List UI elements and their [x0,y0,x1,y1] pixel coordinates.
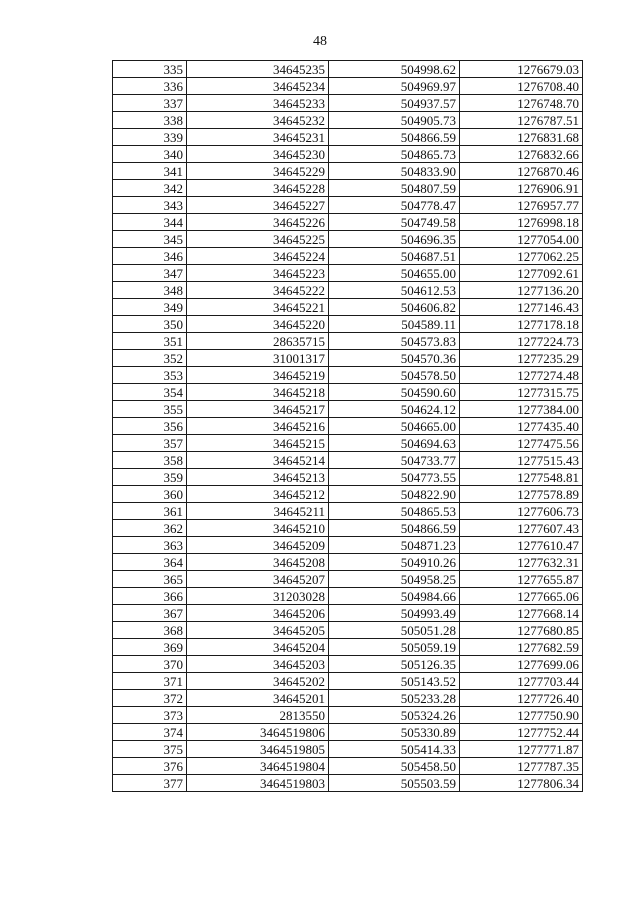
object-id-cell: 34645233 [187,95,329,112]
table-row [113,333,583,350]
x-coordinate-cell: 504910.26 [329,554,460,571]
point-number-cell: 336 [113,78,187,95]
object-id-cell: 34645210 [187,520,329,537]
x-coordinate-cell: 504624.12 [329,401,460,418]
x-coordinate-cell: 505503.59 [329,775,460,792]
x-coordinate-cell: 505330.89 [329,724,460,741]
y-coordinate-cell: 1276708.40 [460,78,583,95]
point-number-cell: 370 [113,656,187,673]
x-coordinate-cell: 504606.82 [329,299,460,316]
y-coordinate-cell: 1277655.87 [460,571,583,588]
object-id-cell: 3464519803 [187,775,329,792]
table-row [113,61,583,78]
object-id-cell: 34645213 [187,469,329,486]
x-coordinate-cell: 504822.90 [329,486,460,503]
point-number-cell: 359 [113,469,187,486]
table-row [113,146,583,163]
table-row [113,622,583,639]
object-id-cell: 34645214 [187,452,329,469]
point-number-cell: 373 [113,707,187,724]
x-coordinate-cell: 505143.52 [329,673,460,690]
object-id-cell: 34645216 [187,418,329,435]
table-row [113,129,583,146]
point-number-cell: 337 [113,95,187,112]
table-row [113,775,583,792]
y-coordinate-cell: 1277315.75 [460,384,583,401]
table-row [113,469,583,486]
table-row [113,605,583,622]
object-id-cell: 34645206 [187,605,329,622]
x-coordinate-cell: 504833.90 [329,163,460,180]
object-id-cell: 34645211 [187,503,329,520]
object-id-cell: 34645230 [187,146,329,163]
table-row [113,401,583,418]
point-number-cell: 341 [113,163,187,180]
point-number-cell: 358 [113,452,187,469]
x-coordinate-cell: 504969.97 [329,78,460,95]
x-coordinate-cell: 504749.58 [329,214,460,231]
table-row [113,656,583,673]
object-id-cell: 34645227 [187,197,329,214]
x-coordinate-cell: 504865.53 [329,503,460,520]
point-number-cell: 377 [113,775,187,792]
y-coordinate-cell: 1277475.56 [460,435,583,452]
object-id-cell: 34645224 [187,248,329,265]
x-coordinate-cell: 504696.35 [329,231,460,248]
table-row [113,435,583,452]
y-coordinate-cell: 1277610.47 [460,537,583,554]
page-number: 48 [313,34,327,49]
object-id-cell: 34645232 [187,112,329,129]
object-id-cell: 3464519805 [187,741,329,758]
y-coordinate-cell: 1277607.43 [460,520,583,537]
object-id-cell: 28635715 [187,333,329,350]
x-coordinate-cell: 504694.63 [329,435,460,452]
x-coordinate-cell: 504865.73 [329,146,460,163]
object-id-cell: 34645219 [187,367,329,384]
object-id-cell: 3464519806 [187,724,329,741]
point-number-cell: 351 [113,333,187,350]
y-coordinate-cell: 1276748.70 [460,95,583,112]
x-coordinate-cell: 504570.36 [329,350,460,367]
table-row [113,197,583,214]
point-number-cell: 346 [113,248,187,265]
point-number-cell: 350 [113,316,187,333]
point-number-cell: 365 [113,571,187,588]
object-id-cell: 34645218 [187,384,329,401]
table-row [113,316,583,333]
point-number-cell: 345 [113,231,187,248]
point-number-cell: 364 [113,554,187,571]
y-coordinate-cell: 1277703.44 [460,673,583,690]
x-coordinate-cell: 504984.66 [329,588,460,605]
x-coordinate-cell: 504590.60 [329,384,460,401]
table-row [113,265,583,282]
table-row [113,639,583,656]
point-number-cell: 376 [113,758,187,775]
x-coordinate-cell: 504778.47 [329,197,460,214]
table-row [113,299,583,316]
x-coordinate-cell: 504958.25 [329,571,460,588]
table-row [113,231,583,248]
y-coordinate-cell: 1276906.91 [460,180,583,197]
y-coordinate-cell: 1276998.18 [460,214,583,231]
point-number-cell: 352 [113,350,187,367]
object-id-cell: 34645204 [187,639,329,656]
object-id-cell: 34645228 [187,180,329,197]
y-coordinate-cell: 1277806.34 [460,775,583,792]
y-coordinate-cell: 1277224.73 [460,333,583,350]
point-number-cell: 342 [113,180,187,197]
x-coordinate-cell: 504773.55 [329,469,460,486]
point-number-cell: 353 [113,367,187,384]
table-row [113,367,583,384]
point-number-cell: 343 [113,197,187,214]
object-id-cell: 34645215 [187,435,329,452]
object-id-cell: 34645225 [187,231,329,248]
y-coordinate-cell: 1277682.59 [460,639,583,656]
table-row [113,486,583,503]
x-coordinate-cell: 504866.59 [329,520,460,537]
table-row [113,673,583,690]
object-id-cell: 34645208 [187,554,329,571]
x-coordinate-cell: 504733.77 [329,452,460,469]
point-number-cell: 340 [113,146,187,163]
x-coordinate-cell: 504937.57 [329,95,460,112]
x-coordinate-cell: 504871.23 [329,537,460,554]
y-coordinate-cell: 1277680.85 [460,622,583,639]
object-id-cell: 34645207 [187,571,329,588]
y-coordinate-cell: 1277771.87 [460,741,583,758]
point-number-cell: 363 [113,537,187,554]
y-coordinate-cell: 1277092.61 [460,265,583,282]
object-id-cell: 34645223 [187,265,329,282]
object-id-cell: 31001317 [187,350,329,367]
table-row [113,384,583,401]
y-coordinate-cell: 1276787.51 [460,112,583,129]
x-coordinate-cell: 504998.62 [329,61,460,78]
table-row [113,418,583,435]
point-number-cell: 360 [113,486,187,503]
object-id-cell: 34645222 [187,282,329,299]
x-coordinate-cell: 505233.28 [329,690,460,707]
point-number-cell: 367 [113,605,187,622]
x-coordinate-cell: 504687.51 [329,248,460,265]
point-number-cell: 366 [113,588,187,605]
object-id-cell: 34645209 [187,537,329,554]
object-id-cell: 34645202 [187,673,329,690]
table-row [113,78,583,95]
point-number-cell: 375 [113,741,187,758]
y-coordinate-cell: 1276832.66 [460,146,583,163]
table-row [113,112,583,129]
point-number-cell: 339 [113,129,187,146]
y-coordinate-cell: 1277178.18 [460,316,583,333]
object-id-cell: 34645226 [187,214,329,231]
point-number-cell: 356 [113,418,187,435]
y-coordinate-cell: 1276957.77 [460,197,583,214]
point-number-cell: 347 [113,265,187,282]
point-number-cell: 335 [113,61,187,78]
y-coordinate-cell: 1277726.40 [460,690,583,707]
x-coordinate-cell: 505414.33 [329,741,460,758]
table-row [113,554,583,571]
table-row [113,350,583,367]
y-coordinate-cell: 1277665.06 [460,588,583,605]
point-number-cell: 344 [113,214,187,231]
table-row [113,690,583,707]
table-row [113,758,583,775]
table-row [113,741,583,758]
x-coordinate-cell: 504573.83 [329,333,460,350]
y-coordinate-cell: 1277146.43 [460,299,583,316]
y-coordinate-cell: 1277750.90 [460,707,583,724]
x-coordinate-cell: 505324.26 [329,707,460,724]
object-id-cell: 34645221 [187,299,329,316]
point-number-cell: 355 [113,401,187,418]
y-coordinate-cell: 1277787.35 [460,758,583,775]
point-number-cell: 368 [113,622,187,639]
x-coordinate-cell: 504655.00 [329,265,460,282]
y-coordinate-cell: 1276870.46 [460,163,583,180]
x-coordinate-cell: 504905.73 [329,112,460,129]
point-number-cell: 374 [113,724,187,741]
object-id-cell: 3464519804 [187,758,329,775]
table-row [113,248,583,265]
point-number-cell: 372 [113,690,187,707]
x-coordinate-cell: 504665.00 [329,418,460,435]
table-row [113,180,583,197]
table-row [113,214,583,231]
x-coordinate-cell: 504589.11 [329,316,460,333]
table-row [113,282,583,299]
y-coordinate-cell: 1277668.14 [460,605,583,622]
table-row [113,537,583,554]
x-coordinate-cell: 504807.59 [329,180,460,197]
object-id-cell: 34645217 [187,401,329,418]
y-coordinate-cell: 1276831.68 [460,129,583,146]
table-row [113,95,583,112]
coordinates-table-body [113,61,583,792]
y-coordinate-cell: 1277274.48 [460,367,583,384]
point-number-cell: 349 [113,299,187,316]
table-row [113,707,583,724]
point-number-cell: 354 [113,384,187,401]
object-id-cell: 34645235 [187,61,329,78]
point-number-cell: 369 [113,639,187,656]
object-id-cell: 34645205 [187,622,329,639]
y-coordinate-cell: 1277136.20 [460,282,583,299]
coordinates-table-container [112,60,582,792]
x-coordinate-cell: 504578.50 [329,367,460,384]
point-number-cell: 338 [113,112,187,129]
point-number-cell: 357 [113,435,187,452]
object-id-cell: 2813550 [187,707,329,724]
y-coordinate-cell: 1277578.89 [460,486,583,503]
y-coordinate-cell: 1276679.03 [460,61,583,78]
object-id-cell: 34645203 [187,656,329,673]
y-coordinate-cell: 1277384.00 [460,401,583,418]
x-coordinate-cell: 505059.19 [329,639,460,656]
y-coordinate-cell: 1277548.81 [460,469,583,486]
table-row [113,503,583,520]
point-number-cell: 348 [113,282,187,299]
y-coordinate-cell: 1277062.25 [460,248,583,265]
x-coordinate-cell: 504993.49 [329,605,460,622]
coordinates-table [112,60,583,792]
object-id-cell: 34645220 [187,316,329,333]
table-row [113,724,583,741]
x-coordinate-cell: 504866.59 [329,129,460,146]
object-id-cell: 31203028 [187,588,329,605]
table-row [113,163,583,180]
x-coordinate-cell: 505126.35 [329,656,460,673]
object-id-cell: 34645212 [187,486,329,503]
object-id-cell: 34645201 [187,690,329,707]
point-number-cell: 361 [113,503,187,520]
y-coordinate-cell: 1277515.43 [460,452,583,469]
y-coordinate-cell: 1277632.31 [460,554,583,571]
object-id-cell: 34645234 [187,78,329,95]
y-coordinate-cell: 1277435.40 [460,418,583,435]
x-coordinate-cell: 505051.28 [329,622,460,639]
object-id-cell: 34645229 [187,163,329,180]
y-coordinate-cell: 1277752.44 [460,724,583,741]
y-coordinate-cell: 1277235.29 [460,350,583,367]
table-row [113,520,583,537]
point-number-cell: 371 [113,673,187,690]
y-coordinate-cell: 1277699.06 [460,656,583,673]
x-coordinate-cell: 504612.53 [329,282,460,299]
y-coordinate-cell: 1277606.73 [460,503,583,520]
table-row [113,588,583,605]
table-row [113,571,583,588]
point-number-cell: 362 [113,520,187,537]
table-row [113,452,583,469]
object-id-cell: 34645231 [187,129,329,146]
y-coordinate-cell: 1277054.00 [460,231,583,248]
x-coordinate-cell: 505458.50 [329,758,460,775]
